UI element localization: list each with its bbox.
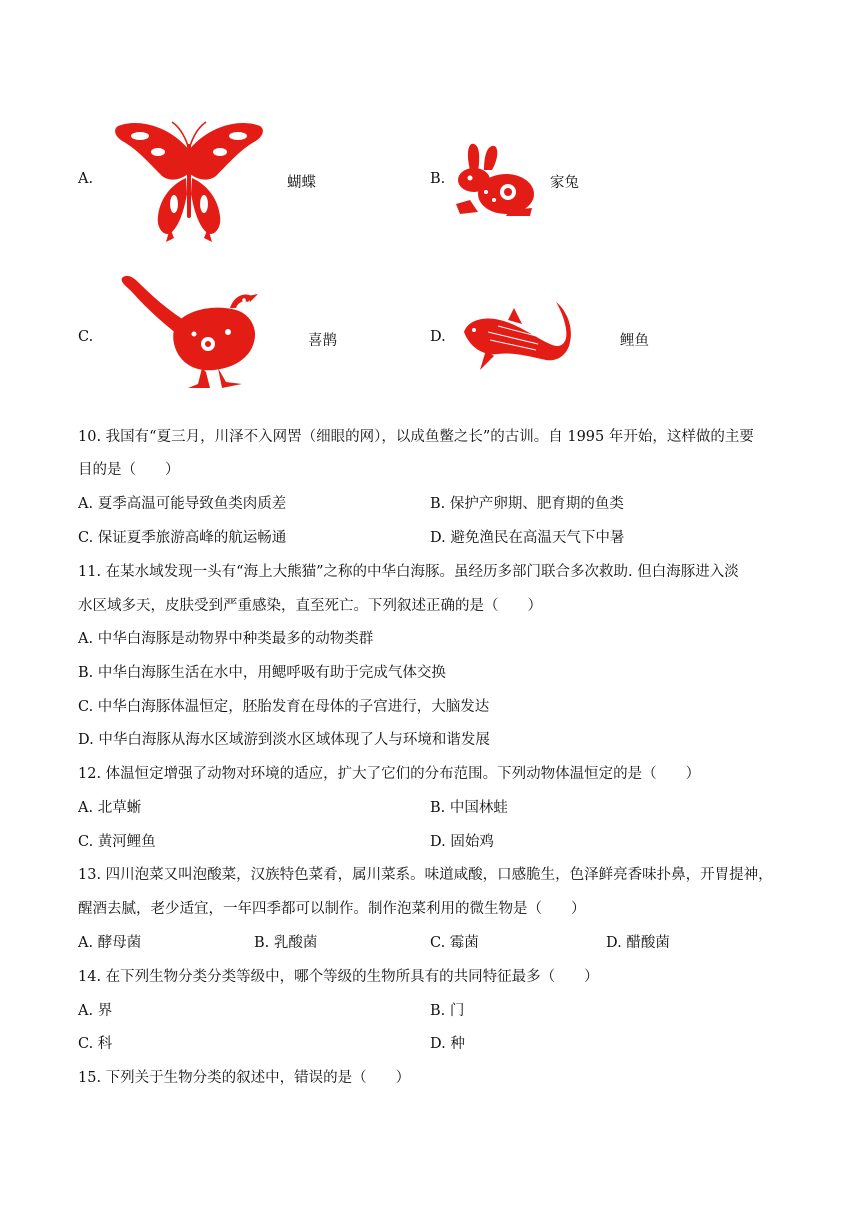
q15-stem: 15. 下列关于生物分类的叙述中，错误的是（ ） [78,1070,411,1086]
option-b-name: 家兔 [550,175,579,191]
magpie-papercut-image [118,272,260,392]
q14-option-a: A. 界 [78,1003,113,1019]
butterfly-papercut-image [110,120,268,242]
rabbit-papercut-image [450,140,538,218]
q11-option-d: D. 中华白海豚从海水区域游到淡水区域体现了人与环境和谐发展 [78,732,490,748]
q13-option-a: A. 酵母菌 [78,935,142,951]
q10-option-a: A. 夏季高温可能导致鱼类肉质差 [78,496,287,512]
q14-option-c: C. 科 [78,1036,113,1052]
q14-option-b: B. 门 [430,1003,465,1019]
q14-stem: 14. 在下列生物分类分类等级中，哪个等级的生物所具有的共同特征最多（ ） [78,969,599,985]
option-a-name: 蝴蝶 [287,175,316,191]
option-c-name: 喜鹊 [308,333,337,349]
option-b-letter: B. [430,171,446,187]
q11-option-c: C. 中华白海豚体温恒定，胚胎发育在母体的子宫进行，大脑发达 [78,699,490,715]
option-d-letter: D. [430,329,446,345]
q11-stem-line1: 11. 在某水域发现一头有“海上大熊猫”之称的中华白海豚。虽经历多部门联合多次救助. 但白海豚进入淡 [78,564,739,580]
q12-option-d: D. 固始鸡 [430,834,494,850]
q13-option-c: C. 霉菌 [430,935,479,951]
option-d-name: 鲤鱼 [620,333,649,349]
q10-stem-line1: 10. 我国有“夏三月，川泽不入网罟（细眼的网），以成鱼鳖之长”的古训。自 1995 年开始，这样做的主要 [78,429,754,445]
q12-option-c: C. 黄河鲤鱼 [78,834,156,850]
q12-stem: 12. 体温恒定增强了动物对环境的适应，扩大了它们的分布范围。下列动物体温恒定的是（ ） [78,766,701,782]
q10-option-c: C. 保证夏季旅游高峰的航运畅通 [78,530,287,546]
q13-stem-line2: 醒酒去腻，老少适宜，一年四季都可以制作。制作泡菜利用的微生物是（ ） [78,901,586,917]
option-a-letter: A. [78,171,94,187]
option-c-letter: C. [78,329,94,345]
q12-option-b: B. 中国林蛙 [430,800,508,816]
q11-stem-line2: 水区域多天，皮肤受到严重感染，直至死亡。下列叙述正确的是（ ） [78,598,542,614]
carp-papercut-image [458,298,574,374]
q10-stem-line2: 目的是（ ） [78,462,180,478]
q10-option-b: B. 保护产卵期、肥育期的鱼类 [430,496,624,512]
q14-option-d: D. 种 [430,1036,465,1052]
q13-stem-line1: 13. 四川泡菜又叫泡酸菜，汉族特色菜肴，属川菜系。味道咸酸，口感脆生，色泽鲜亮香味扑鼻，开胃提神， [78,867,773,883]
q13-option-d: D. 醋酸菌 [606,935,670,951]
q11-option-b: B. 中华白海豚生活在水中，用鳃呼吸有助于完成气体交换 [78,665,446,681]
q12-option-a: A. 北草蜥 [78,800,142,816]
q10-option-d: D. 避免渔民在高温天气下中暑 [430,530,625,546]
q13-option-b: B. 乳酸菌 [254,935,318,951]
q11-option-a: A. 中华白海豚是动物界中种类最多的动物类群 [78,631,374,647]
